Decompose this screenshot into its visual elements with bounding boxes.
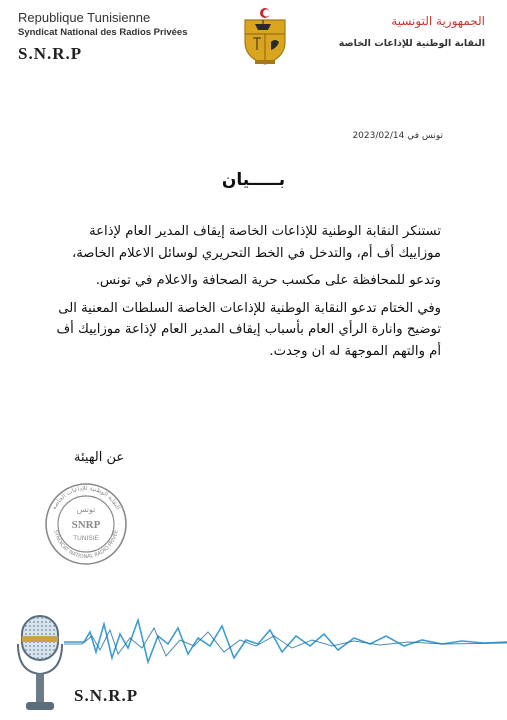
signature-line: عن الهيئة xyxy=(74,450,125,465)
stamp-country: TUNISIE xyxy=(73,535,99,542)
sound-waves-decoration xyxy=(64,614,507,670)
letterhead-french xyxy=(18,10,218,64)
footer-acronym: S.N.R.P xyxy=(74,686,139,705)
paragraph-3: وفي الختام تدعو النقابة الوطنية للإذاعات الخاصة السلطات المعنية الى توضيح وانارة الرأي العام بأسباب إيقاف المدير العام لإذاعة موزاييك أف أم والتهم الموجهة له ان وجدت. xyxy=(56,300,441,359)
stamp-ring-arabic: النقابة الوطنية للإذاعات الخاصة xyxy=(50,484,122,511)
tunisia-coat-of-arms-icon xyxy=(241,6,289,66)
stamp-city-arabic: تونس xyxy=(76,505,96,514)
union-stamp xyxy=(44,482,128,566)
statement-title: بـــــيان xyxy=(221,170,286,190)
union-name-arabic: النقابة الوطنية للإذاعات الخاصة xyxy=(338,38,485,49)
union-acronym: S.N.R.P xyxy=(18,44,83,63)
union-name-french: Syndicat National des Radios Privées xyxy=(18,27,188,38)
microphone-icon xyxy=(16,612,68,716)
letterhead-arabic xyxy=(295,14,485,49)
country-name-arabic: الجمهورية التونسية xyxy=(391,14,485,28)
paragraph-1: تستنكر النقابة الوطنية للإذاعات الخاصة إيقاف المدير العام لإذاعة موزاييك أف أم، والتدخل في الخط التحريري لوسائل الاعلام الخاصة، xyxy=(71,224,441,261)
statement-body xyxy=(49,221,441,362)
stamp-center-text: SNRP xyxy=(71,519,101,531)
country-name-french: Republique Tunisienne xyxy=(18,10,151,25)
paragraph-2: وتدعو للمحافظة على مكسب حرية الصحافة والاعلام في تونس. xyxy=(95,273,441,288)
date-line: تونس في 2023/02/14 xyxy=(352,131,443,141)
stamp-ring-french: SYNDICAT NATIONAL RADIO PRIVÉE xyxy=(52,529,120,561)
